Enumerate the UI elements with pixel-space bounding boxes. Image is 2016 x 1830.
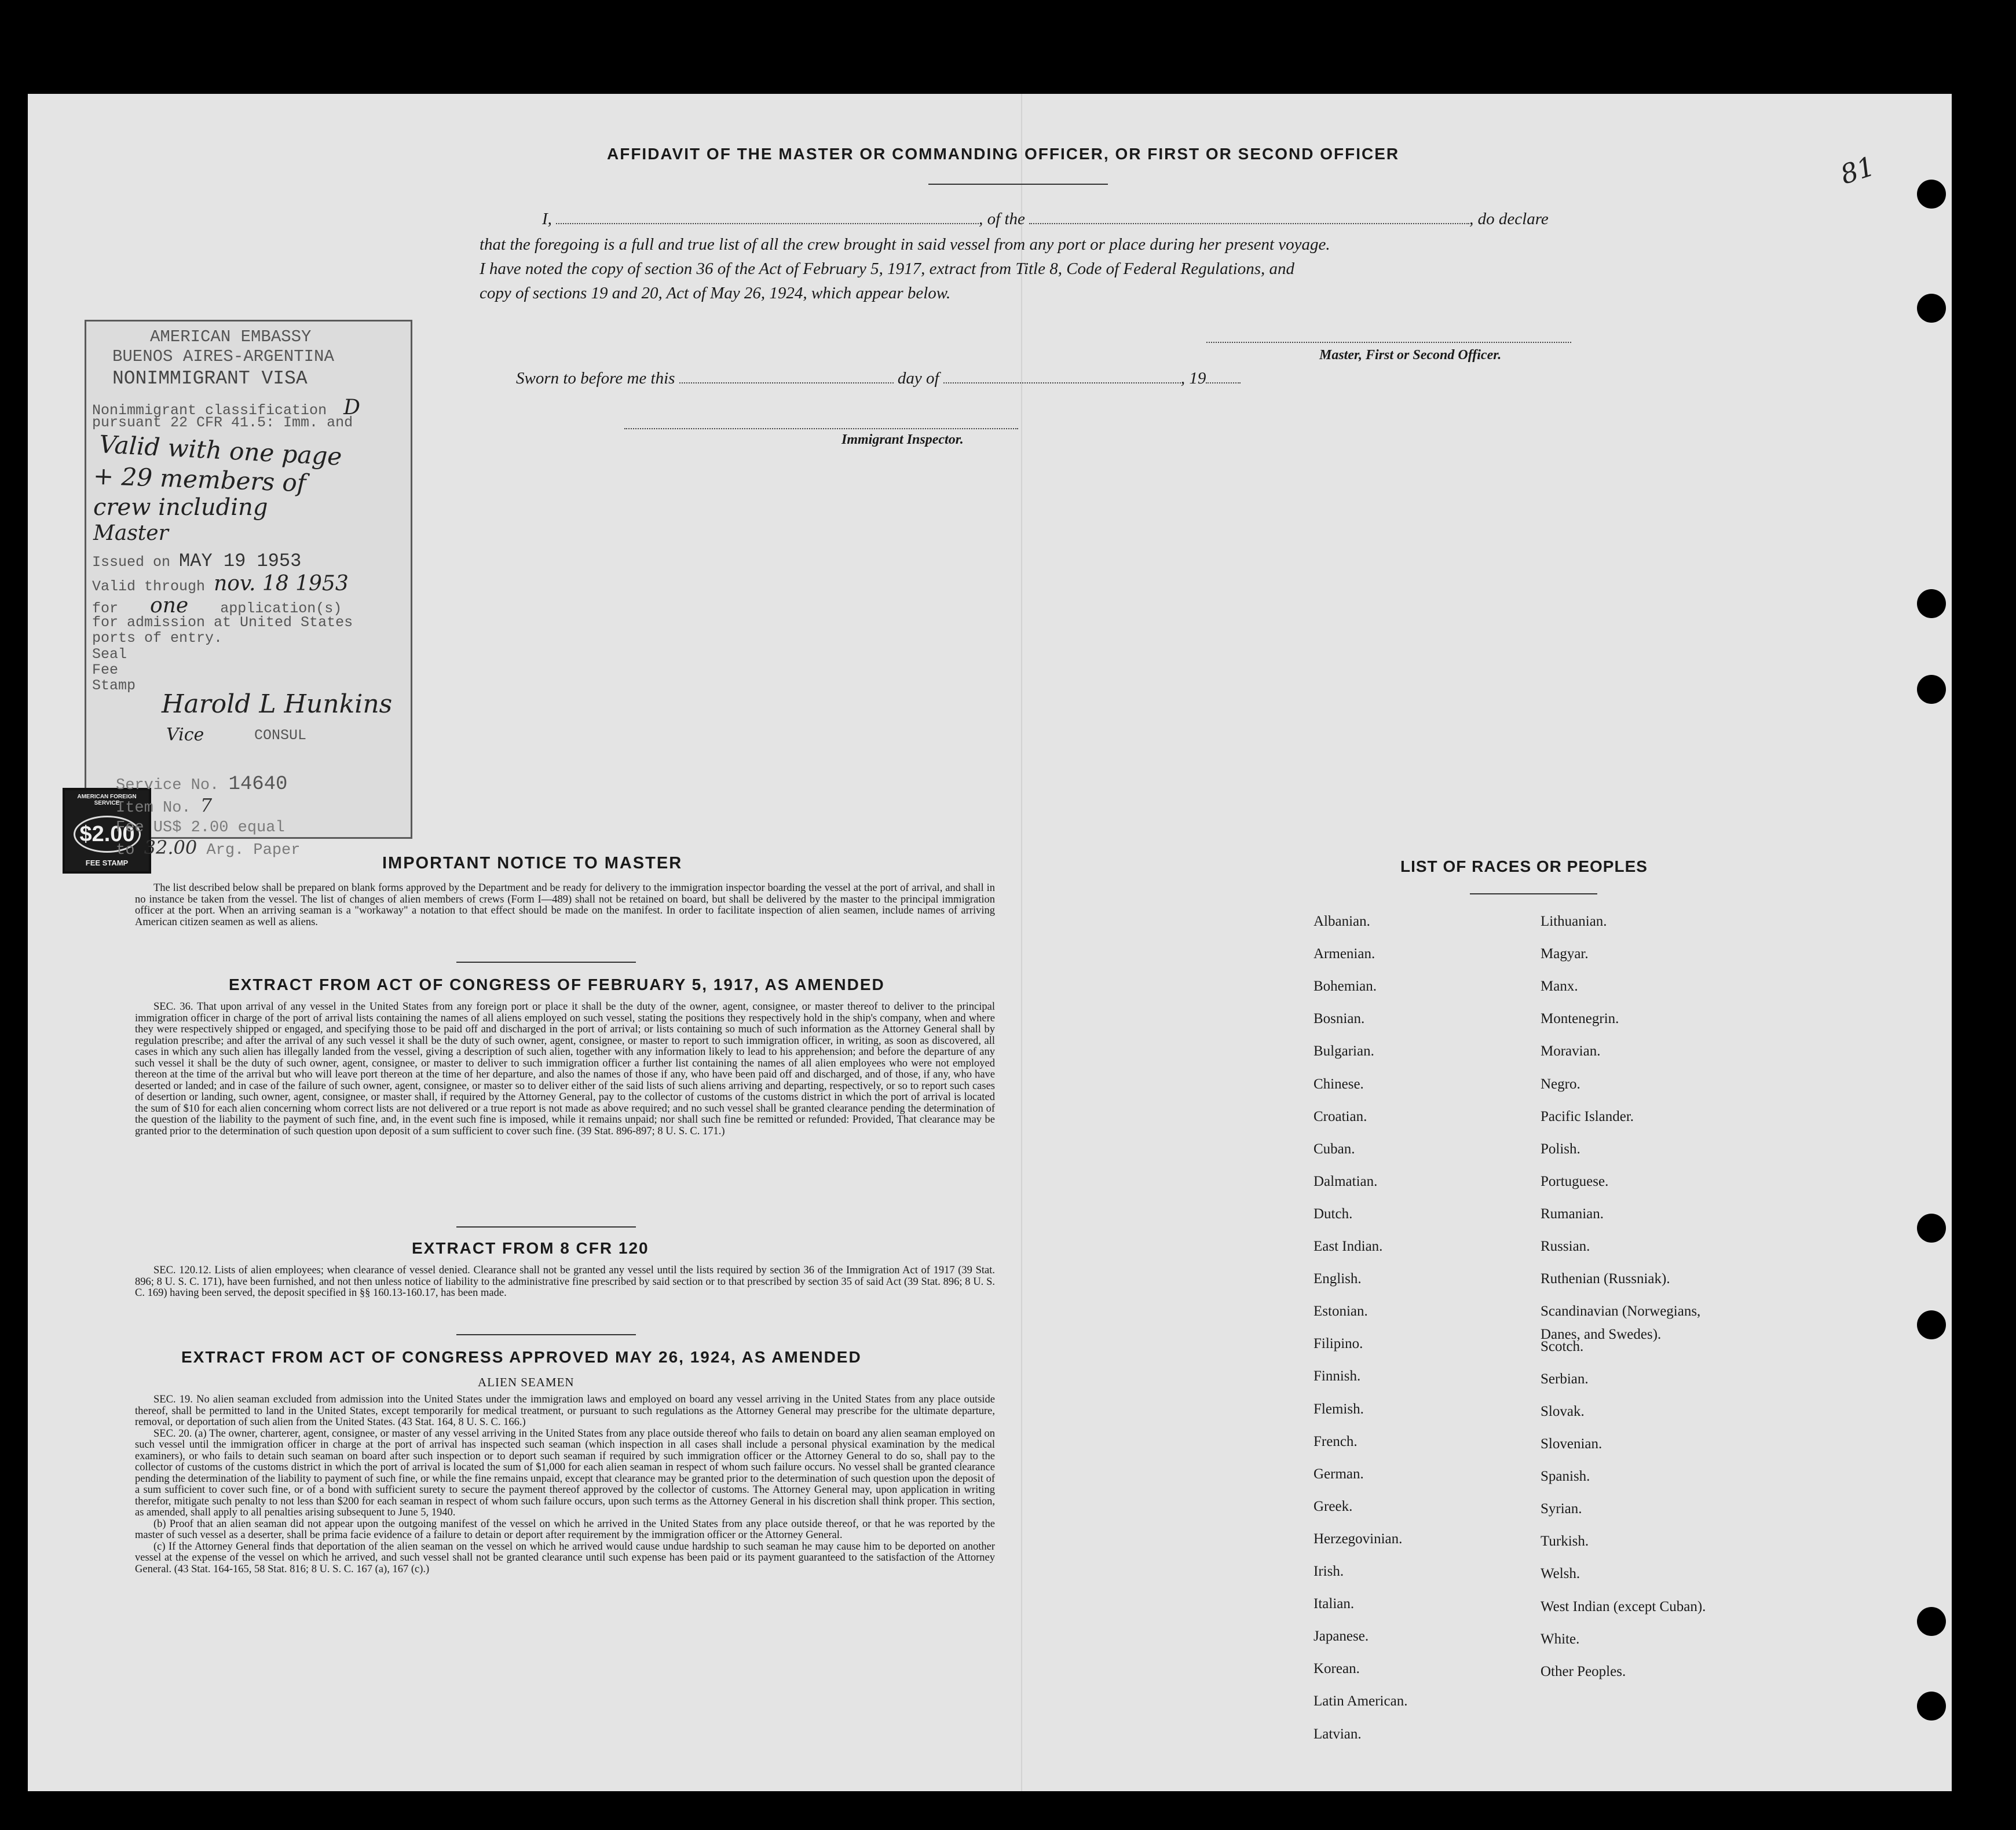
sec19-paragraph: SEC. 19. No alien seaman excluded from admission into the United States under the immigration laws and employed on board any vessel arriving in the United States from any place outside thereof, shall be permitted to land in the United States, except temporarily for medical treatment, or pursuant to such regulations as the Attorney General may prescribe for the ultimate departure, removal, or deportation of such alien from the United States. (43 Stat. 164, 8 U. S. C. 166.)	[135, 1394, 995, 1428]
fee-stamp-top: AMERICAN FOREIGN SERVICE	[77, 794, 137, 806]
race-item: Lithuanian.	[1541, 914, 1607, 929]
year-blank[interactable]	[1206, 382, 1241, 383]
race-item: Cuban.	[1313, 1141, 1355, 1157]
race-item: Other Peoples.	[1541, 1663, 1626, 1679]
stamp-visa-type: NONIMMIGRANT VISA	[112, 368, 308, 389]
race-item: Filipino.	[1313, 1336, 1363, 1352]
race-item: Russian.	[1541, 1239, 1590, 1254]
margin-mark: 81	[1836, 150, 1879, 191]
extract-1917-title: EXTRACT FROM ACT OF CONGRESS OF FEBRUARY 5, 1917, AS AMENDED	[229, 976, 885, 993]
race-item: Armenian.	[1313, 946, 1375, 962]
alien-seamen-subtitle: ALIEN SEAMEN	[478, 1375, 575, 1389]
race-item: Bulgarian.	[1313, 1043, 1374, 1060]
stamp-seal: Seal	[92, 646, 127, 663]
stamp-for: for one application(s)	[92, 594, 342, 618]
notice-title: IMPORTANT NOTICE TO MASTER	[382, 854, 683, 872]
race-item: Albanian.	[1313, 914, 1370, 929]
sec12012-paragraph: SEC. 120.12. Lists of alien employees; when clearance of vessel denied. Clearance shall not be granted any vessel until the lists required by section 36 of the Immigration Act of 1917 (39 Stat. 896; 8 U. S. C. 171), have been furnished, and not then unless notice of liability to the administrative fine prescribed by said section or to that prescribed by section 35 of said Act (39 Stat. 896; 8 U. S. C. 169) having been served, the deposit specified in §§ 160.13-160.17, has been made.	[135, 1265, 995, 1299]
stamp-embassy: AMERICAN EMBASSY	[150, 327, 312, 346]
race-item: Bosnian.	[1313, 1011, 1365, 1027]
extract-cfr-title: EXTRACT FROM 8 CFR 120	[412, 1239, 649, 1257]
race-item: East Indian.	[1313, 1239, 1383, 1254]
race-item: Serbian.	[1541, 1371, 1589, 1387]
stamp-pursuant: pursuant 22 CFR 41.5: Imm. and	[92, 414, 353, 431]
race-item: Estonian.	[1313, 1303, 1368, 1320]
stamp-consul: CONSUL	[254, 727, 307, 744]
race-item: Dalmatian.	[1313, 1173, 1378, 1189]
race-item: Polish.	[1541, 1141, 1580, 1157]
race-item: English.	[1313, 1271, 1362, 1287]
stamp-vice: Vice	[166, 725, 204, 745]
race-item: Latvian.	[1313, 1726, 1362, 1742]
master-signature-label: Master, First or Second Officer.	[1319, 348, 1502, 363]
service-item: Item No. 7	[116, 794, 213, 817]
section-rule	[456, 1334, 636, 1335]
master-signature-line[interactable]	[1206, 342, 1571, 343]
affidavit-line4: copy of sections 19 and 20, Act of May 26, 1924, which appear below.	[480, 284, 951, 302]
fee-stamp-bottom: FEE STAMP	[85, 859, 129, 867]
sworn-line: Sworn to before me this day of , 19	[516, 369, 1241, 388]
notice-text	[135, 883, 995, 928]
stamp-stamp: Stamp	[92, 677, 136, 694]
race-item: Syrian.	[1541, 1501, 1582, 1517]
stamp-city: BUENOS AIRES-ARGENTINA	[112, 347, 334, 366]
extract-1924-text	[135, 1394, 995, 1575]
race-item: Moravian.	[1541, 1043, 1601, 1060]
page-fold	[1021, 94, 1022, 1791]
race-item: French.	[1313, 1433, 1358, 1449]
race-item: Irish.	[1313, 1564, 1344, 1579]
race-item: Latin American.	[1313, 1693, 1408, 1710]
sec36-paragraph: SEC. 36. That upon arrival of any vessel in the United States from any foreign port or place it shall be the duty of the owner, agent, consignee, or master thereof to deliver to the principal immigration officer in charge of the port of arrival lists containing the names of all aliens employed on such vessel, stating the positions they respectively hold in the ship's company, when and where they were respectively shipped or engaged, and specifying those to be paid off and discharged in the port of arrival; or lists containing so much of such information as the Attorney General shall by regulation prescribe; and after the arrival of any such vessel it shall be the duty of such owner, agent, consignee, or master to report to such immigration officer, in writing, as soon as discovered, all cases in which any such alien has illegally landed from the vessel, giving a description of such alien, together with any information likely to lead to his apprehension; and before the departure of any such vessel it shall be the duty of such owner, agent, consignee, or master to deliver to such immigration officer a further list containing the names of all alien employees who were not employed thereon at the time of the arrival but who will leave port thereon at the time of her departure, and also the names of those if any, who have been paid off and discharged, and of those, if any, who have deserted or landed; and in case of the failure of such owner, agent, consignee, or master so to deliver either of the said lists of such aliens arriving and departing, respectively, or so to report such cases of desertion or landing, such owner, agent, consignee, or master shall, if required by the Attorney General, pay to the collector of customs of the customs district in which the port of arrival is located the sum of $10 for each alien concerning whom correct lists are not delivered or a true report is not made as above required; and no such vessel shall be granted clearance pending the determination of the question of the liability to the payment of such fine, and, in the event such fine is imposed, while it remains unpaid; nor shall such fine be remitted or refunded: Provided, That clearance may be granted prior to the determination of such question upon deposit of a sum sufficient to cover such fine. (39 Stat. 896-897; 8 U. S. C. 171.)	[135, 1001, 995, 1137]
race-item: Greek.	[1313, 1498, 1353, 1514]
race-item: Manx.	[1541, 978, 1578, 995]
extract-1924-title: EXTRACT FROM ACT OF CONGRESS APPROVED MAY 26, 1924, AS AMENDED	[181, 1348, 862, 1366]
extract-cfr-text	[135, 1265, 995, 1299]
punch-hole	[1917, 294, 1946, 323]
stamp-classification: Nonimmigrant classification D	[92, 396, 360, 419]
form-page	[28, 94, 1952, 1791]
race-item: Portuguese.	[1541, 1173, 1609, 1189]
race-item: Welsh.	[1541, 1566, 1580, 1582]
race-item: Croatian.	[1313, 1108, 1367, 1124]
race-item: Flemish.	[1313, 1401, 1364, 1417]
race-item: Korean.	[1313, 1661, 1360, 1677]
inspector-label: Immigrant Inspector.	[841, 432, 964, 447]
section-rule	[456, 1226, 636, 1228]
sec20a-paragraph: SEC. 20. (a) The owner, charterer, agent, consignee, or master of any vessel arriving in the United States from any place outside thereof who fails to detain on board any alien seaman employed on such vessel until the immigration officer in charge at the port of arrival has inspected such seaman (which inspection in all cases shall include a personal physical examination by the medical examiners), or who fails to detain such seaman on board after such inspection or to deport such seaman if required by such immigration officer or the Attorney General to do so, shall pay to the collector of customs of the customs district in which the port of arrival is located the sum of $1,000 for each alien seaman in respect of whom such failure occurs. No vessel shall be granted clearance pending the determination of the liability to payment of such fine, or while the fine remains unpaid, except that clearance may be granted prior to the determination of such question upon the deposit of a sum sufficient to cover such fine, or of a bond with sufficient surety to secure the payment thereof approved by the collector of customs. The Attorney General may, upon application in writing therefor, mitigate such penalty to not less than $200 for each seaman in respect of whom such failure occurs, upon such terms as the Attorney General in his discretion shall think proper. This section, as amended, shall apply to all penalties arising subsequent to June 5, 1940.	[135, 1427, 995, 1518]
races-title: LIST OF RACES OR PEOPLES	[1400, 857, 1648, 875]
stamp-ports: ports of entry.	[92, 630, 223, 646]
service-block	[116, 775, 300, 860]
stamp-issued: Issued on MAY 19 1953	[92, 550, 302, 572]
race-item: West Indian (except Cuban).	[1541, 1598, 1706, 1615]
stamp-fee: Fee	[92, 662, 119, 678]
race-item: Finnish.	[1313, 1368, 1361, 1385]
day-blank[interactable]	[679, 382, 894, 383]
affidavit-title: AFFIDAVIT OF THE MASTER OR COMMANDING OFFICER, OR FIRST OR SECOND OFFICER	[607, 145, 1400, 163]
stamp-hand-line2: + 29 members of	[93, 461, 307, 498]
race-item: Scandinavian (Norwegians,	[1541, 1303, 1701, 1320]
stamp-hand-line1: Valid with one page	[98, 430, 343, 471]
race-item: Rumanian.	[1541, 1206, 1604, 1222]
affidavit-line2: that the foregoing is a full and true list of all the crew brought in said vessel from any port or place during her present voyage.	[480, 235, 1330, 254]
race-item: German.	[1313, 1466, 1364, 1482]
punch-hole	[1917, 180, 1946, 209]
race-item: Japanese.	[1313, 1628, 1369, 1645]
stamp-admission: for admission at United States	[92, 614, 353, 631]
punch-hole	[1917, 1214, 1946, 1243]
service-number: Service No. 14640	[116, 773, 288, 795]
punch-hole	[1917, 1310, 1946, 1339]
race-item: White.	[1541, 1631, 1580, 1647]
races-rule	[1470, 893, 1597, 894]
punch-hole	[1917, 1692, 1946, 1721]
race-item: Slovenian.	[1541, 1436, 1602, 1452]
notice-paragraph: The list described below shall be prepared on blank forms approved by the Department and be ready for delivery to the immigration inspector boarding the vessel at the port of arrival, and shall in no instance be taken from the vessel. The list of changes of alien members of crews (Form I—489) shall not be retained on board, but shall be delivered by the master to the principal immigration officer at the port. When an arriving seaman is a "workaway" a notation to that effect should be made on the manifest. In order to facilitate inspection of alien seamen, include names of arriving American citizen seamen as well as aliens.	[135, 882, 995, 928]
fee-stamp-amount: $2.00	[74, 816, 141, 853]
stamp-hand-line4: Master	[93, 521, 169, 545]
race-item: Spanish.	[1541, 1469, 1590, 1485]
sec20b-paragraph: (b) Proof that an alien seaman did not appear upon the outgoing manifest of the vessel on which he arrived in the United States from any place outside thereof, or that he was reported by the master of such vessel as a deserter, shall be prima facie evidence of a failure to detain or deport after requirement by the immigration officer or the Attorney General.	[135, 1518, 995, 1541]
scandinavian-continuation: Danes, and Swedes).	[1541, 1327, 1662, 1342]
month-blank[interactable]	[943, 382, 1181, 383]
service-equal: to 32.00 Arg. Paper	[116, 837, 301, 859]
race-item: Herzegovinian.	[1313, 1531, 1403, 1547]
affidavit-line3: I have noted the copy of section 36 of the Act of February 5, 1917, extract from Title 8, Code of Federal Regulations, and	[480, 260, 1295, 278]
extract-1917-text	[135, 1002, 995, 1137]
race-item: Chinese.	[1313, 1076, 1364, 1092]
race-item: Montenegrin.	[1541, 1011, 1619, 1027]
consul-signature: Harold L Hunkins	[162, 689, 393, 719]
race-item: Magyar.	[1541, 946, 1589, 962]
stamp-hand-line3: crew including	[93, 494, 268, 521]
race-item: Italian.	[1313, 1596, 1355, 1612]
race-item: Pacific Islander.	[1541, 1108, 1634, 1124]
sec20c-paragraph: (c) If the Attorney General finds that deportation of the alien seaman on the vessel on which he arrived would cause undue hardship to such seaman he may cause him to be deported on another vessel at the expense of the vessel on which he arrived, and such vessel shall not be granted clearance until such expense has been paid or its payment guaranteed to the satisfaction of the Attorney General. (43 Stat. 164-165, 58 Stat. 816; 8 U. S. C. 167 (a), 167 (c).)	[135, 1540, 995, 1575]
inspector-signature-line[interactable]	[624, 428, 1018, 429]
title-rule	[928, 184, 1108, 185]
section-rule	[456, 962, 636, 963]
service-fee: Fee US$ 2.00 equal	[116, 819, 285, 837]
stamp-valid: Valid through nov. 18 1953	[92, 572, 349, 596]
race-item: Ruthenian (Russniak).	[1541, 1271, 1670, 1287]
visa-stamp	[85, 320, 412, 839]
race-item: Scotch.	[1541, 1338, 1584, 1354]
punch-hole	[1917, 675, 1946, 704]
affidavit-line1: I, , of the , do declare	[542, 210, 1549, 228]
vessel-blank[interactable]	[1029, 223, 1469, 224]
race-item: Turkish.	[1541, 1533, 1589, 1550]
race-item: Bohemian.	[1313, 978, 1377, 995]
punch-hole	[1917, 1607, 1946, 1636]
race-item: Negro.	[1541, 1076, 1580, 1092]
race-item: Slovak.	[1541, 1403, 1585, 1419]
race-item: Dutch.	[1313, 1206, 1353, 1222]
name-blank[interactable]	[556, 223, 979, 224]
punch-hole	[1917, 589, 1946, 618]
